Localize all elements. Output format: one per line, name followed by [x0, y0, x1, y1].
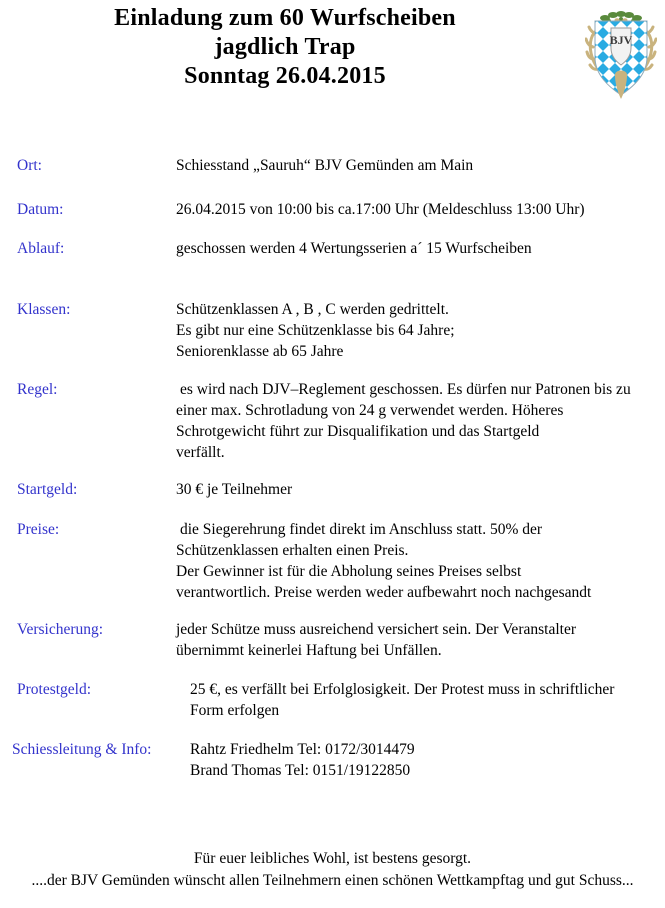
entry-label-versicherung: Versicherung: — [17, 621, 104, 638]
text-line: übernimmt keinerlei Haftung bei Unfällen. — [176, 642, 442, 659]
footer-line-1: Für euer leibliches Wohl, ist bestens gesorgt. — [193, 850, 472, 867]
footer-note — [0, 848, 665, 892]
text-line: 25 €, es verfällt bei Erfolglosigkeit. Der Protest muss in schriftlicher — [190, 681, 615, 698]
footer-line-2: ....der BJV Gemünden wünscht allen Teilnehmern einen schönen Wettkampftag und gut Schuss... — [31, 872, 634, 889]
text-line: einer max. Schrotladung von 24 g verwendet werden. Höheres — [176, 402, 564, 419]
text-line: Seniorenklasse ab 65 Jahre — [176, 343, 344, 360]
text-line: die Siegerehrung findet direkt im Anschluss statt. 50% der — [180, 521, 543, 538]
title-line-2: jagdlich Trap — [214, 34, 356, 60]
entry-label-klassen: Klassen: — [17, 301, 71, 318]
entry-label-ort: Ort: — [17, 157, 42, 174]
svg-text:BJV: BJV — [609, 33, 633, 47]
text-line: Schützenklassen A , B , C werden gedrittelt. — [176, 301, 449, 318]
title-line-1: Einladung zum 60 Wurfscheiben — [114, 5, 456, 31]
text-line: 30 € je Teilnehmer — [176, 481, 293, 498]
entry-label-ablauf: Ablauf: — [17, 240, 65, 257]
text-line: verantwortlich. Preise werden weder aufbewahrt noch nachgesandt — [176, 584, 592, 601]
title-line-3: Sonntag 26.04.2015 — [184, 63, 386, 89]
document-header — [0, 0, 665, 120]
text-line: Der Gewinner ist für die Abholung seines Preises selbst — [176, 563, 522, 580]
page-title — [0, 4, 570, 91]
entry-label-datum: Datum: — [17, 201, 64, 218]
entry-label-schiessleitung-info: Schiessleitung & Info: — [12, 741, 152, 758]
entry-content-startgeld — [176, 479, 646, 500]
text-line: verfällt. — [176, 444, 225, 461]
entry-content-protestgeld — [190, 679, 660, 721]
text-line: es wird nach DJV–Reglement geschossen. Es dürfen nur Patronen bis zu — [180, 381, 631, 398]
entry-content-preise — [176, 519, 646, 603]
entry-content-ablauf — [176, 238, 646, 259]
entry-label-regel: Regel: — [17, 381, 58, 398]
entry-content-datum — [176, 199, 646, 220]
text-line: geschossen werden 4 Wertungsserien a´ 15 Wurfscheiben — [176, 240, 532, 257]
bjv-crest-logo-icon — [585, 3, 657, 101]
text-line: Schrotgewicht führt zur Disqualifikation und das Startgeld — [176, 423, 540, 440]
entry-content-ort — [176, 155, 646, 176]
text-line: 26.04.2015 von 10:00 bis ca.17:00 Uhr (Meldeschluss 13:00 Uhr) — [176, 201, 585, 218]
text-line: Schützenklassen erhalten einen Preis. — [176, 542, 409, 559]
entry-label-startgeld: Startgeld: — [17, 481, 78, 498]
entry-label-protestgeld: Protestgeld: — [17, 681, 92, 698]
text-line: Schiesstand „Sauruh“ BJV Gemünden am Main — [176, 157, 474, 174]
text-line: Form erfolgen — [190, 702, 280, 719]
entry-content-regel — [176, 379, 646, 463]
entry-content-versicherung — [176, 619, 646, 661]
entry-content-schiessleitung-info — [190, 739, 660, 781]
text-line: Brand Thomas Tel: 0151/19122850 — [190, 762, 411, 779]
text-line: Rahtz Friedhelm Tel: 0172/3014479 — [190, 741, 415, 758]
text-line: Es gibt nur eine Schützenklasse bis 64 Jahre; — [176, 322, 455, 339]
text-line: jeder Schütze muss ausreichend versichert sein. Der Veranstalter — [176, 621, 576, 638]
entry-label-preise: Preise: — [17, 521, 60, 538]
entry-content-klassen — [176, 299, 646, 362]
